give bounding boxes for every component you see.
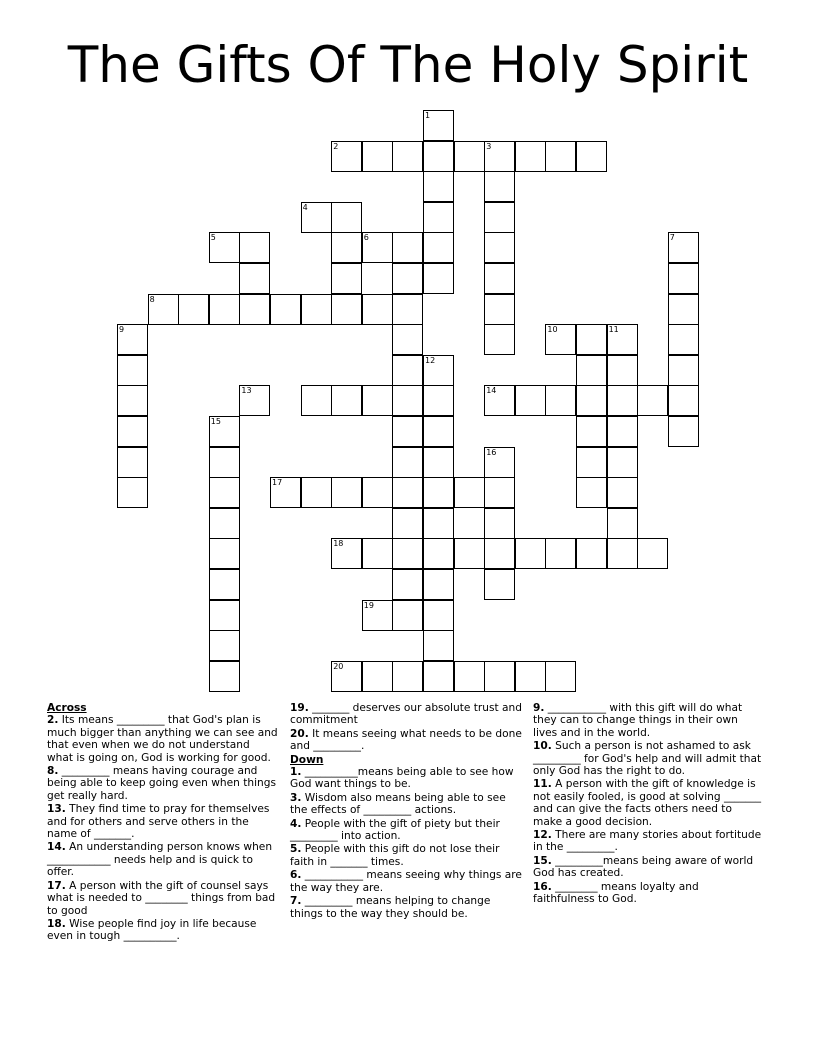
clue-number-label: 5. <box>290 843 302 856</box>
clue-number-label: 4. <box>290 817 302 830</box>
clue-text: _________means being aware of world God has created. <box>533 854 754 880</box>
grid-cell[interactable] <box>392 294 423 325</box>
grid-cell[interactable] <box>301 385 332 416</box>
grid-cell[interactable] <box>607 508 638 539</box>
grid-cell[interactable] <box>331 661 362 692</box>
clue-number-label: 12. <box>533 829 552 842</box>
grid-cell[interactable] <box>362 600 393 631</box>
down-clue-list-continued <box>533 702 763 906</box>
clue-number-label: 13. <box>47 803 66 816</box>
clue-number: 12 <box>425 355 436 365</box>
grid-cell[interactable] <box>484 508 515 539</box>
grid-cell[interactable] <box>209 294 240 325</box>
grid-cell[interactable] <box>392 232 423 263</box>
grid-cell[interactable] <box>484 141 515 172</box>
grid-cell[interactable] <box>423 600 454 631</box>
across-clue <box>47 841 279 878</box>
grid-cell[interactable] <box>607 477 638 508</box>
grid-cell[interactable] <box>178 294 209 325</box>
grid-cell[interactable] <box>117 385 148 416</box>
clues-column-1 <box>47 702 279 944</box>
grid-cell[interactable] <box>392 324 423 355</box>
down-clue <box>290 869 522 894</box>
clue-text: An understanding person knows when ____________ needs help and is quick to offer. <box>47 841 273 879</box>
down-clue <box>533 829 763 854</box>
clue-number: 20 <box>333 661 344 671</box>
grid-cell[interactable] <box>209 416 240 447</box>
grid-cell[interactable] <box>301 202 332 233</box>
clue-number: 8 <box>149 294 155 304</box>
clues-column-2 <box>290 702 522 921</box>
grid-cell[interactable] <box>331 263 362 294</box>
grid-cell[interactable] <box>423 477 454 508</box>
grid-cell[interactable] <box>392 355 423 386</box>
grid-cell[interactable] <box>392 569 423 600</box>
clue-text: _______ deserves our absolute trust and commitment <box>290 702 522 727</box>
grid-cell[interactable] <box>362 232 393 263</box>
across-clue <box>47 803 279 840</box>
grid-cell[interactable] <box>484 324 515 355</box>
grid-cell[interactable] <box>392 416 423 447</box>
clue-text: People with this gift do not lose their faith in _______ times. <box>290 843 500 868</box>
grid-cell[interactable] <box>637 385 668 416</box>
grid-cell[interactable] <box>209 508 240 539</box>
across-clue <box>47 765 279 802</box>
clue-text: _________ means having courage and being able to keep going even when things get really hard. <box>47 765 277 802</box>
across-clue <box>290 728 522 753</box>
grid-cell[interactable] <box>484 294 515 325</box>
clue-number: 14 <box>486 386 497 396</box>
grid-cell[interactable] <box>607 324 638 355</box>
grid-cell[interactable] <box>545 538 576 569</box>
grid-cell[interactable] <box>239 385 270 416</box>
clue-number-label: 1. <box>290 766 302 779</box>
grid-cell[interactable] <box>515 661 546 692</box>
grid-cell[interactable] <box>607 447 638 478</box>
grid-cell[interactable] <box>484 447 515 478</box>
grid-cell[interactable] <box>423 508 454 539</box>
grid-cell[interactable] <box>668 263 699 294</box>
grid-cell[interactable] <box>331 232 362 263</box>
clue-text: There are many stories about fortitude in the _________. <box>533 829 762 854</box>
grid-cell[interactable] <box>668 416 699 447</box>
grid-cell[interactable] <box>423 110 454 141</box>
grid-cell[interactable] <box>209 477 240 508</box>
clue-number: 1 <box>425 111 431 120</box>
clue-number-label: 10. <box>533 740 552 753</box>
down-clue <box>533 740 763 777</box>
grid-cell[interactable] <box>392 263 423 294</box>
grid-cell[interactable] <box>209 569 240 600</box>
grid-cell[interactable] <box>484 202 515 233</box>
clue-number: 10 <box>547 325 558 335</box>
grid-cell[interactable] <box>331 141 362 172</box>
down-clue <box>533 778 763 828</box>
grid-cell[interactable] <box>576 355 607 386</box>
grid-cell[interactable] <box>392 661 423 692</box>
grid-cell[interactable] <box>239 294 270 325</box>
grid-cell[interactable] <box>392 508 423 539</box>
grid-cell[interactable] <box>454 141 485 172</box>
grid-cell[interactable] <box>301 477 332 508</box>
grid-cell[interactable] <box>392 600 423 631</box>
grid-cell[interactable] <box>545 324 576 355</box>
grid-cell[interactable] <box>148 294 179 325</box>
grid-cell[interactable] <box>209 661 240 692</box>
grid-cell[interactable] <box>515 538 546 569</box>
down-clue <box>533 702 763 739</box>
grid-cell[interactable] <box>331 538 362 569</box>
clue-text: Its means _________ that God's plan is much bigger than anything we can see and that even when we do not understand what is going on, God is working for good. <box>47 714 278 764</box>
down-clue <box>533 855 763 880</box>
clue-text: _________ means helping to change things to the way they should be. <box>290 895 491 920</box>
down-header: Down <box>290 753 324 766</box>
clue-number-label: 6. <box>290 869 302 882</box>
clue-number: 15 <box>210 417 221 426</box>
clue-text: ________ means loyalty and faithfulness to God. <box>533 880 699 906</box>
clue-number: 18 <box>333 539 344 549</box>
grid-cell[interactable] <box>423 416 454 447</box>
clue-text: Wisdom also means being able to see the effects of _________ actions. <box>290 791 506 817</box>
grid-cell[interactable] <box>117 324 148 355</box>
grid-cell[interactable] <box>209 538 240 569</box>
grid-cell[interactable] <box>209 630 240 661</box>
clue-number: 2 <box>333 141 339 151</box>
grid-cell[interactable] <box>392 385 423 416</box>
clue-number-label: 11. <box>533 778 552 791</box>
grid-cell[interactable] <box>392 477 423 508</box>
grid-cell[interactable] <box>423 447 454 478</box>
grid-cell[interactable] <box>668 324 699 355</box>
down-clue-list <box>290 766 522 920</box>
grid-cell[interactable] <box>484 661 515 692</box>
clue-number-label: 15. <box>533 854 552 867</box>
grid-cell[interactable] <box>607 385 638 416</box>
grid-cell[interactable] <box>484 538 515 569</box>
across-clue <box>47 714 279 764</box>
down-clue <box>290 818 522 843</box>
grid-cell[interactable] <box>270 294 301 325</box>
clue-number: 3 <box>486 141 492 151</box>
grid-cell[interactable] <box>576 324 607 355</box>
grid-cell[interactable] <box>209 600 240 631</box>
clue-number: 9 <box>119 325 125 335</box>
clue-text: ___________ with this gift will do what they can to change things in their own lives and in the world. <box>533 702 743 739</box>
grid-cell[interactable] <box>423 263 454 294</box>
grid-cell[interactable] <box>484 569 515 600</box>
grid-cell[interactable] <box>209 232 240 263</box>
across-clue-list <box>47 714 279 942</box>
grid-cell[interactable] <box>545 385 576 416</box>
clue-text: Such a person is not ashamed to ask _________ for God's help and will admit that only God has the right to do. <box>533 740 762 778</box>
grid-cell[interactable] <box>607 538 638 569</box>
grid-cell[interactable] <box>576 416 607 447</box>
grid-cell[interactable] <box>576 538 607 569</box>
grid-cell[interactable] <box>484 232 515 263</box>
grid-cell[interactable] <box>331 385 362 416</box>
grid-cell[interactable] <box>668 232 699 263</box>
clue-number: 5 <box>210 233 216 243</box>
grid-cell[interactable] <box>423 232 454 263</box>
grid-cell[interactable] <box>362 141 393 172</box>
grid-cell[interactable] <box>484 385 515 416</box>
clue-number-label: 8. <box>47 765 59 778</box>
grid-cell[interactable] <box>576 477 607 508</box>
grid-cell[interactable] <box>545 141 576 172</box>
grid-cell[interactable] <box>392 141 423 172</box>
clue-number-label: 20. <box>290 727 309 740</box>
across-clue <box>47 880 279 917</box>
grid-cell[interactable] <box>423 202 454 233</box>
clue-number-label: 9. <box>533 702 545 714</box>
grid-cell[interactable] <box>423 355 454 386</box>
grid-cell[interactable] <box>331 202 362 233</box>
grid-cell[interactable] <box>117 447 148 478</box>
clue-number: 11 <box>608 325 619 335</box>
clue-text: __________means being able to see how God want things to be. <box>290 766 514 791</box>
across-header: Across <box>47 702 87 714</box>
grid-cell[interactable] <box>484 171 515 202</box>
grid-cell[interactable] <box>331 477 362 508</box>
grid-cell[interactable] <box>545 661 576 692</box>
grid-cell[interactable] <box>668 355 699 386</box>
clue-number-label: 2. <box>47 714 59 727</box>
grid-cell[interactable] <box>484 477 515 508</box>
grid-cell[interactable] <box>576 447 607 478</box>
clue-number-label: 19. <box>290 702 309 714</box>
clue-text: People with the gift of piety but their _________ into action. <box>290 817 500 843</box>
clues-column-3 <box>533 702 763 907</box>
grid-cell[interactable] <box>423 538 454 569</box>
clue-text: A person with the gift of counsel says what is needed to ________ things from bad to good <box>47 879 276 917</box>
grid-cell[interactable] <box>515 141 546 172</box>
grid-cell[interactable] <box>454 477 485 508</box>
across-clue-list-continued <box>290 702 522 753</box>
clue-number: 6 <box>363 233 369 243</box>
clue-number: 19 <box>363 600 374 610</box>
grid-cell[interactable] <box>454 661 485 692</box>
grid-cell[interactable] <box>301 294 332 325</box>
clue-number: 16 <box>486 447 497 457</box>
grid-cell[interactable] <box>117 416 148 447</box>
grid-cell[interactable] <box>484 263 515 294</box>
grid-cell[interactable] <box>637 538 668 569</box>
grid-cell[interactable] <box>607 416 638 447</box>
down-clue <box>290 843 522 868</box>
grid-cell[interactable] <box>423 171 454 202</box>
down-clue <box>290 895 522 920</box>
clue-number-label: 16. <box>533 880 552 893</box>
grid-cell[interactable] <box>362 477 393 508</box>
grid-cell[interactable] <box>423 661 454 692</box>
grid-cell[interactable] <box>209 447 240 478</box>
clue-number: 7 <box>669 233 675 243</box>
grid-cell[interactable] <box>362 294 393 325</box>
grid-cell[interactable] <box>423 385 454 416</box>
clue-number: 13 <box>241 386 252 396</box>
grid-cell[interactable] <box>576 385 607 416</box>
grid-cell[interactable] <box>607 355 638 386</box>
grid-cell[interactable] <box>423 630 454 661</box>
across-clue <box>47 918 279 943</box>
grid-cell[interactable] <box>117 355 148 386</box>
grid-cell[interactable] <box>576 141 607 172</box>
clue-number-label: 17. <box>47 879 66 892</box>
down-clue <box>533 881 763 906</box>
grid-cell[interactable] <box>668 294 699 325</box>
grid-cell[interactable] <box>270 477 301 508</box>
clue-number-label: 3. <box>290 791 302 804</box>
clue-text: They find time to pray for themselves and for others and serve others in the name of _______. <box>47 803 270 841</box>
grid-cell[interactable] <box>515 385 546 416</box>
grid-cell[interactable] <box>239 232 270 263</box>
grid-cell[interactable] <box>331 294 362 325</box>
grid-cell[interactable] <box>668 385 699 416</box>
across-clue <box>290 702 522 727</box>
grid-cell[interactable] <box>117 477 148 508</box>
puzzle-title: The Gifts Of The Holy Spirit <box>67 36 749 94</box>
clue-text: A person with the gift of knowledge is not easily fooled, is good at solving _______ and can give the facts others need to make a good decision. <box>533 778 762 828</box>
down-clue <box>290 766 522 791</box>
clue-text: It means seeing what needs to be done and _________. <box>290 727 522 753</box>
grid-cell[interactable] <box>239 263 270 294</box>
grid-cell[interactable] <box>362 385 393 416</box>
clue-number-label: 18. <box>47 917 66 930</box>
clue-number-label: 14. <box>47 841 66 854</box>
clue-number: 17 <box>272 478 283 488</box>
grid-cell[interactable] <box>362 538 393 569</box>
grid-cell[interactable] <box>423 569 454 600</box>
grid-cell[interactable] <box>392 447 423 478</box>
grid-cell[interactable] <box>362 661 393 692</box>
grid-cell[interactable] <box>423 141 454 172</box>
grid-cell[interactable] <box>392 538 423 569</box>
clue-number-label: 7. <box>290 895 302 908</box>
clue-text: ___________ means seeing why things are the way they are. <box>290 869 522 894</box>
down-clue <box>290 792 522 817</box>
grid-cell[interactable] <box>454 538 485 569</box>
clue-text: Wise people find joy in life because even in tough __________. <box>47 917 257 943</box>
clue-number: 4 <box>302 202 308 212</box>
